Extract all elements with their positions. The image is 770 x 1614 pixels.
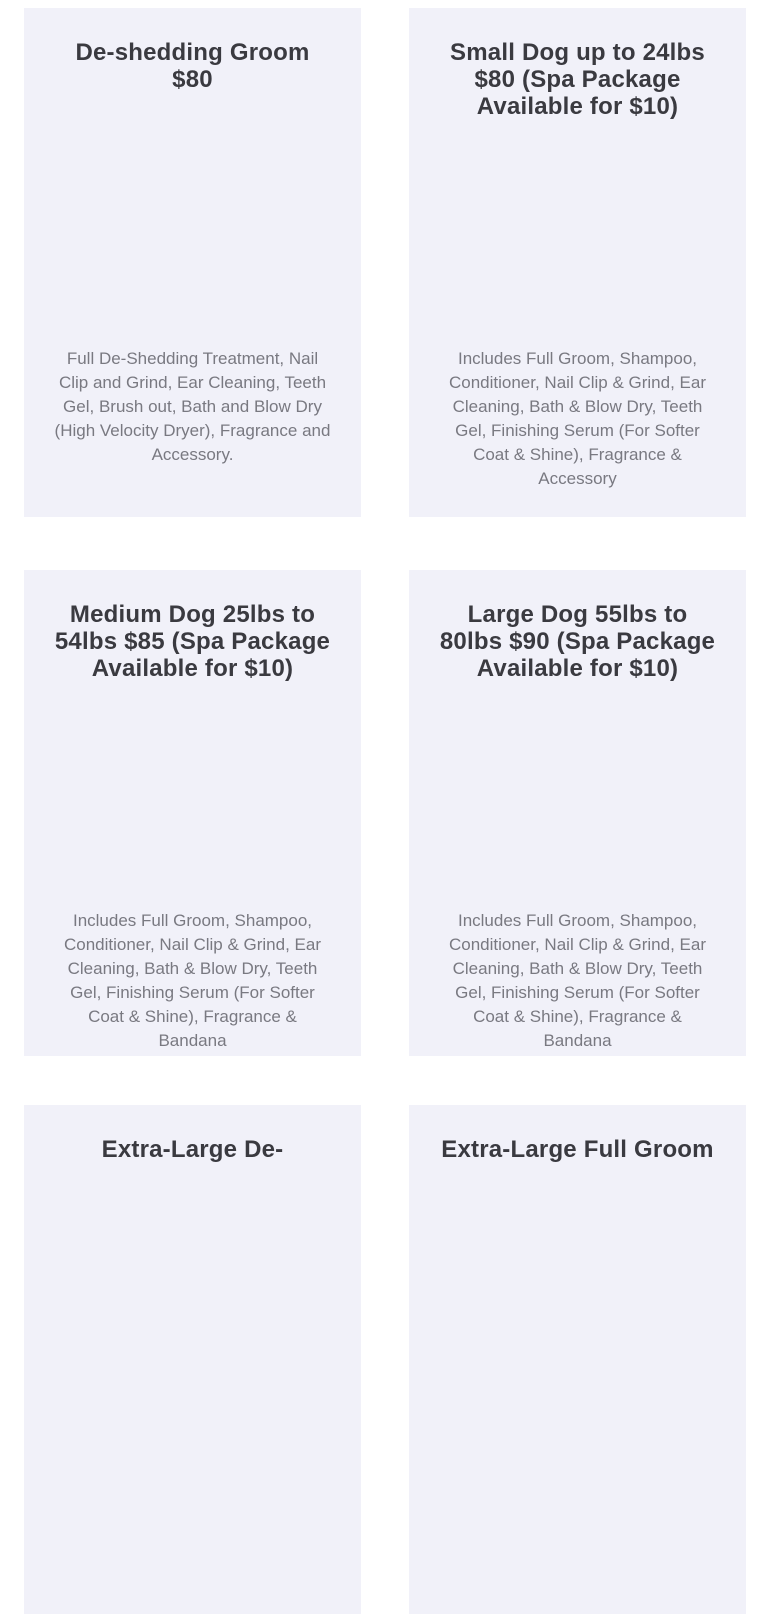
services-row-2	[0, 570, 770, 1056]
service-card-medium-dog	[24, 570, 361, 1056]
service-card-deshedding-groom	[24, 8, 361, 517]
service-card-small-dog	[409, 8, 746, 517]
service-card-xl-full-groom	[409, 1105, 746, 1614]
service-title: De-shedding Groom $80	[75, 39, 310, 94]
card-title-area	[52, 39, 333, 347]
service-description: Full De-Shedding Treatment, Nail Clip and Grind, Ear Cleaning, Teeth Gel, Brush out, Bath and Blow Dry (High Velocity Dryer), Fragrance and Accessory.	[54, 349, 331, 464]
service-card-large-dog	[409, 570, 746, 1056]
service-description: Includes Full Groom, Shampoo, Conditioner, Nail Clip & Grind, Ear Cleaning, Bath & Blow Dry, Teeth Gel, Finishing Serum (For Softer Coat & Shine), Fragrance & Bandana	[448, 911, 706, 1050]
services-row-3	[0, 1105, 770, 1614]
card-title-area	[52, 601, 333, 909]
services-row-1	[0, 8, 770, 517]
service-card-xl-deshedding	[24, 1105, 361, 1614]
card-title-area	[52, 1136, 333, 1444]
card-title-area	[437, 601, 718, 909]
service-title: Extra-Large De-	[101, 1136, 284, 1163]
service-title: Small Dog up to 24lbs $80 (Spa Package Available for $10)	[450, 39, 705, 121]
service-title: Large Dog 55lbs to 80lbs $90 (Spa Package Available for $10)	[439, 601, 716, 683]
card-title-area	[437, 1136, 718, 1444]
service-description: Includes Full Groom, Shampoo, Conditioner, Nail Clip & Grind, Ear Cleaning, Bath & Blow Dry, Teeth Gel, Finishing Serum (For Softer Coat & Shine), Fragrance & Accessory	[448, 349, 706, 488]
service-title: Medium Dog 25lbs to 54lbs $85 (Spa Package Available for $10)	[54, 601, 331, 683]
service-description: Includes Full Groom, Shampoo, Conditioner, Nail Clip & Grind, Ear Cleaning, Bath & Blow Dry, Teeth Gel, Finishing Serum (For Softer Coat & Shine), Fragrance & Bandana	[63, 911, 321, 1050]
card-title-area	[437, 39, 718, 347]
service-title: Extra-Large Full Groom	[441, 1136, 714, 1163]
